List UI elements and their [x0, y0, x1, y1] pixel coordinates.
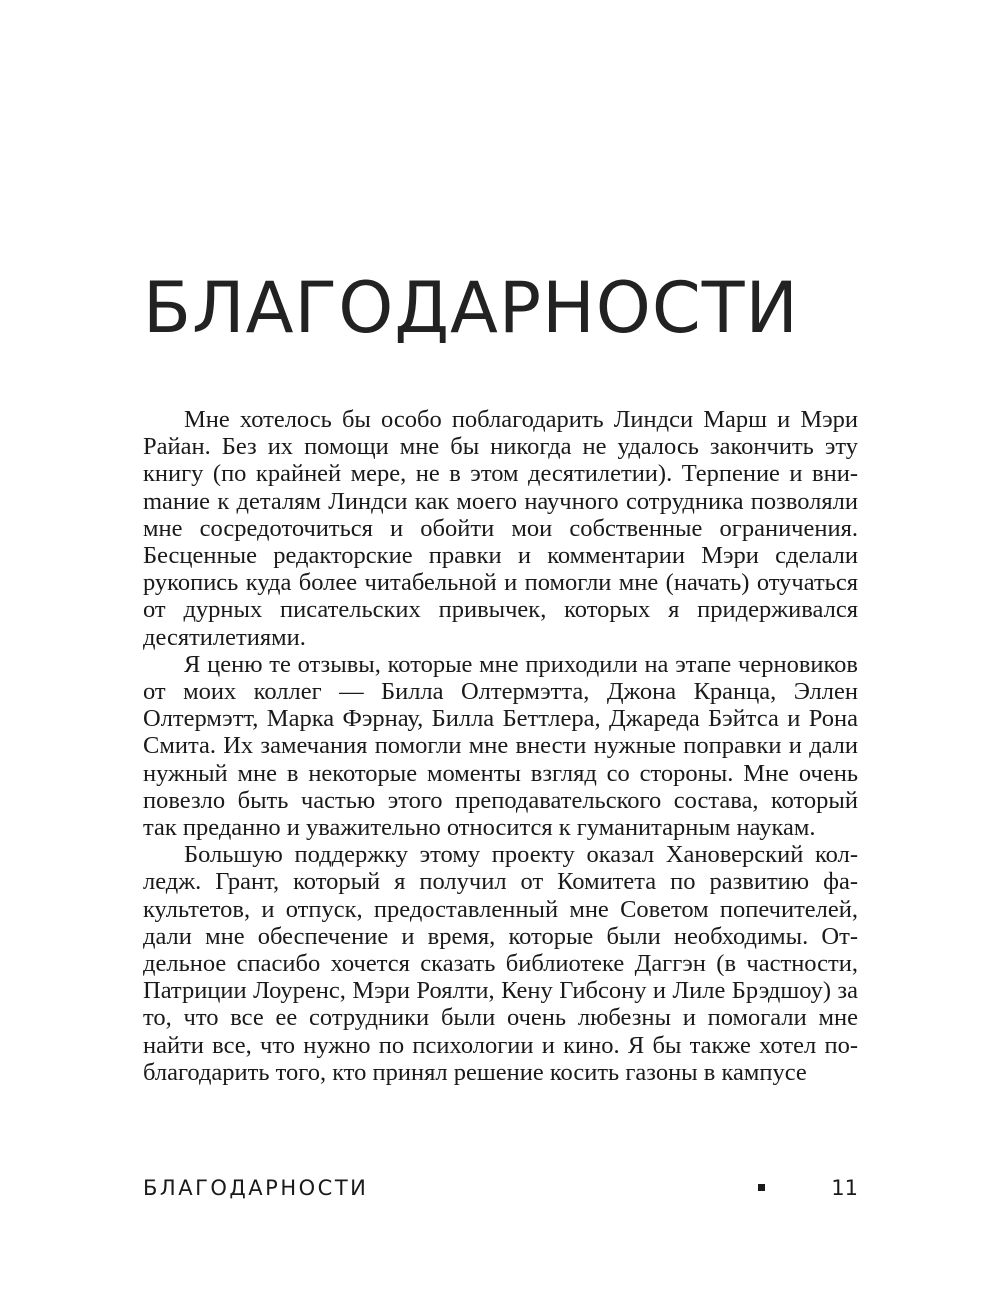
running-footer-title: БЛАГОДАРНОСТИ [143, 1176, 369, 1200]
paragraph-2: Я ценю те отзывы, которые мне приходили на этапе черновиков от моих коллег — Билла Олтермэтта, Джона Кранца, Эллен Олтермэтт, Марка Фэрнау, Билла Беттлера, Джареда Бэйтса и Рона Смита. Их замечания помогли мне внести нужные поправки и дали нужный мне в некоторые моменты взгляд со стороны. Мне очень повезло быть частью этого преподавательского состава, который так преданно и уважительно относится к гуманитарным наукам. [143, 650, 858, 842]
footer-bullet-square [758, 1184, 765, 1191]
page-number: 11 [831, 1176, 858, 1200]
paragraph-1: Мне хотелось бы особо поблагодарить Линдси Марш и Мэри Райан. Без их помощи мне бы никогда не удалось закончить эту книгу (по крайней мере, не в этом десятилетии). Терпение и вниmание к деталям Линдси как моего научного сотрудника позволяли мне сосредоточиться и обойти мои собственные ограничения. Бесценные редакторские правки и комментарии Мэри сделали рукопись куда более читабельной и помогли мне (начать) отучаться от дурных писательских привычек, которых я придерживался десятилетиями. [143, 406, 858, 651]
body-text [143, 406, 858, 1086]
page-title: БЛАГОДАРНОСТИ [143, 267, 799, 349]
paragraph-3: Большую поддержку этому проекту оказал Хановерский колледж. Грант, который я получил от Комитета по развитию факультетов, и отпуск, предоставленный мне Советом попечителей, дали мне обеспечение и время, которые были необходимы. Отдельное спасибо хочется сказать библиотеке Даггэн (в частности, Патриции Лоуренс, Мэри Роялти, Кену Гибсону и Лиле Брэдшоу) за то, что все ее сотрудники были очень любезны и помогали мне найти все, что нужно по психологии и кино. Я бы также хотел поблагодарить того, кто принял решение косить газоны в кампусе [143, 841, 858, 1086]
